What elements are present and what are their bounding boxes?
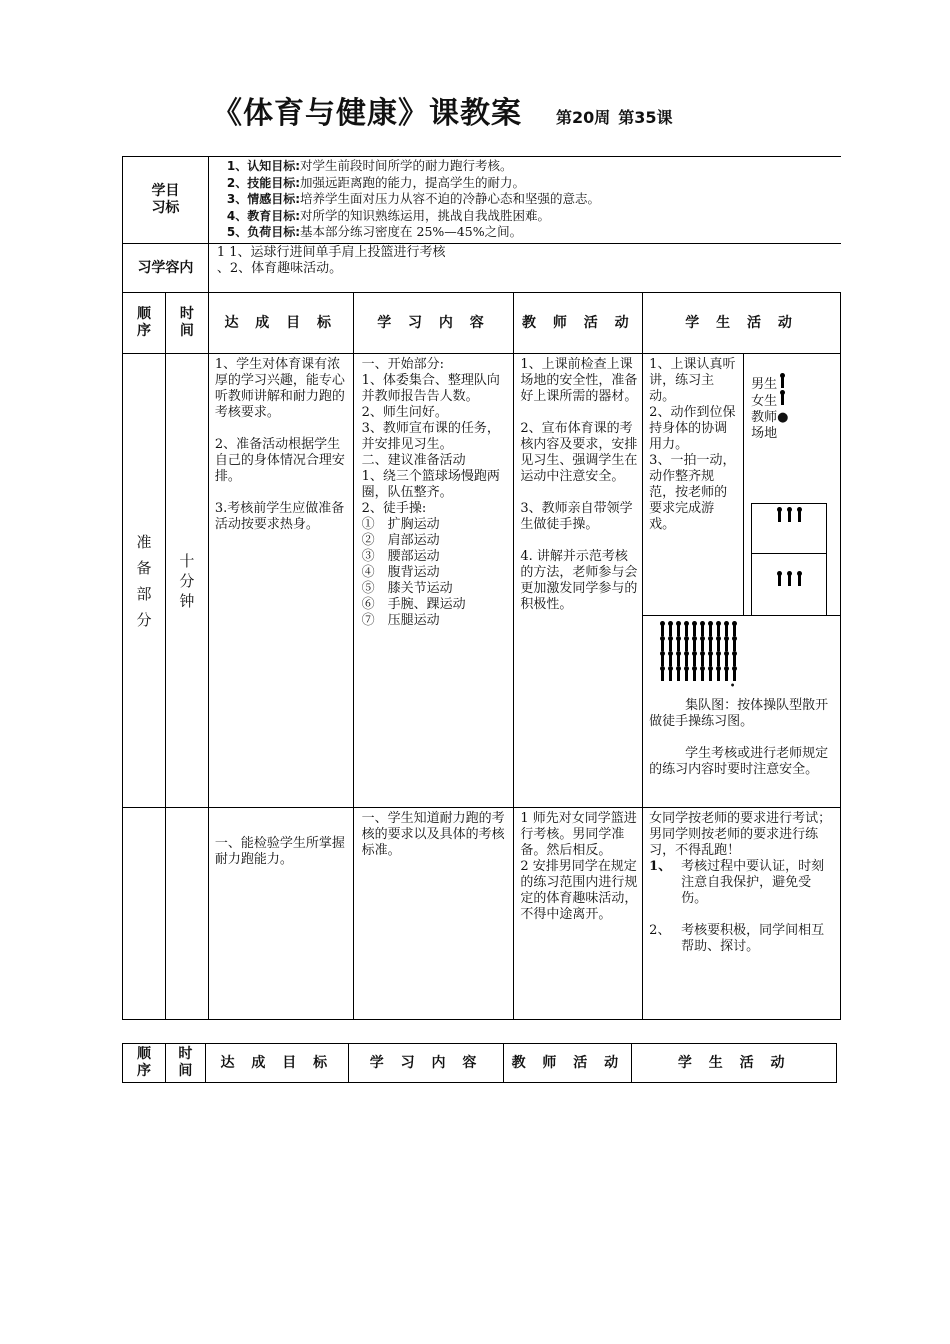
main-student-item: 考核过程中要认证，时刻注意自我保护，避免受伤。 — [681, 859, 825, 906]
main-study: 一、学生知道耐力跑的考核的要求以及具体的考核标准。 — [353, 808, 514, 1020]
content-label: 习学容内 — [123, 244, 209, 293]
prep-study-line: 2、徒手操: — [361, 501, 427, 516]
prep-teacher-item: 3、教师亲自带领学生做徒手操。 — [520, 501, 633, 532]
col-goal: 达 成 目 标 — [205, 1044, 348, 1083]
student-figure-icon — [778, 510, 781, 522]
prep-study-line: 1、绕三个篮球场慢跑两圈，队伍整齐。 — [361, 469, 500, 500]
main-teacher — [514, 808, 643, 1020]
prep-teacher-item: 2、宣布体育课的考核内容及要求，安排见习生、强调学生在运动中注意安全。 — [520, 421, 638, 484]
prep-student-item: 1、上课认真听讲，练习主动。 — [649, 357, 736, 404]
prep-study-line: 二、建议准备活动 — [361, 453, 466, 468]
lesson-plan-title — [212, 88, 772, 134]
female-figure-icon — [781, 393, 784, 405]
prep-study-line: ④ 腹背运动 — [361, 565, 440, 580]
prep-teacher — [514, 354, 643, 808]
prep-teacher-item: 1、上课前检查上课场地的安全性，准备好上课所需的器材。 — [520, 357, 638, 404]
col-study: 学 习 内 容 — [353, 293, 514, 354]
objective-item: 1、认知目标:对学生前段时间所学的耐力跑行考核。 — [226, 158, 513, 173]
student-figure-icon — [788, 510, 791, 522]
continued-header-table — [122, 1043, 837, 1083]
lesson-label: 第35课 — [618, 108, 673, 127]
legend-field: 场地 — [751, 426, 778, 441]
prep-student-item: 2、动作到位保持身体的协调用力。 — [649, 405, 736, 452]
main-row — [123, 808, 841, 1020]
prep-section-label: 准 备 部 分 — [123, 354, 166, 808]
prep-time: 十 分 钟 — [165, 354, 208, 808]
main-goal: 一、能检验学生所掌握耐力跑能力。 — [208, 808, 353, 1020]
content-line: 1 1、运球行进间单手肩上投篮进行考核 — [216, 245, 446, 260]
objective-item: 2、技能目标:加强远距离跑的能力，提高学生的耐力。 — [226, 174, 526, 190]
col-time: 时 间 — [165, 293, 208, 354]
col-time: 时 间 — [165, 1044, 205, 1083]
formation-caption: 集队图：按体操队型散开做徒手操练习图。 — [649, 698, 829, 729]
col-student: 学 生 活 动 — [643, 293, 841, 354]
field-diagram — [751, 503, 827, 615]
col-study: 学 习 内 容 — [348, 1044, 504, 1083]
objectives-label: 学目 习标 — [123, 157, 209, 244]
prep-study-line: 2、师生问好。 — [361, 405, 448, 420]
student-figure-icon — [798, 574, 801, 586]
main-student-num: 1、 — [649, 859, 672, 874]
main-section-label — [123, 808, 166, 1020]
legend-teacher: 教师● — [751, 410, 789, 425]
prep-study — [353, 354, 514, 808]
formation-note: 学生考核或进行老师规定的练习内容时要时注意安全。 — [649, 746, 829, 777]
content-list — [208, 244, 841, 293]
student-figure-icon — [788, 574, 791, 586]
lesson-table — [122, 292, 841, 1020]
main-student-item: 考核要积极，同学间相互帮助、探讨。 — [681, 923, 825, 954]
main-time — [165, 808, 208, 1020]
prep-study-line: ① 扩胸运动 — [361, 517, 440, 532]
col-teacher: 教 师 活 动 — [504, 1044, 632, 1083]
objective-item: 3、情感目标:培养学生面对压力从容不迫的冷静心态和坚强的意志。 — [226, 191, 601, 206]
main-student — [643, 808, 841, 1020]
objective-item: 5、负荷目标:基本部分练习密度在 25%—45%之间。 — [226, 224, 523, 239]
teacher-dot-icon: • — [729, 681, 736, 692]
prep-student — [643, 354, 841, 808]
col-order: 顺 序 — [123, 293, 166, 354]
prep-study-line: ② 肩部运动 — [361, 533, 440, 548]
col-order: 顺 序 — [123, 1044, 166, 1083]
week-label: 第20周 — [556, 108, 611, 127]
header-row — [123, 293, 841, 354]
objectives-list — [208, 157, 841, 244]
objective-item: 4、教育目标:对所学的知识熟练运用，挑战自我战胜困难。 — [226, 207, 551, 223]
student-figure-icon — [798, 510, 801, 522]
col-student: 学 生 活 动 — [632, 1044, 837, 1083]
student-figure-icon — [778, 574, 781, 586]
formation-diagram — [643, 616, 840, 692]
legend-male: 男生 — [751, 377, 778, 392]
prep-goal-item: 3.考核前学生应做准备活动按要求热身。 — [214, 501, 345, 532]
prep-study-line: 1、体委集合、整理队向并教师报告告人数。 — [361, 373, 500, 404]
prep-study-line: ③ 腰部运动 — [361, 549, 440, 564]
prep-study-line: ⑦ 压腿运动 — [361, 613, 440, 628]
prep-study-line: ⑤ 膝关节运动 — [361, 581, 453, 596]
prep-study-line: 3、教师宣布课的任务，并安排见习生。 — [361, 421, 500, 452]
prep-study-line: 一、开始部分: — [361, 357, 445, 372]
prep-study-line: ⑥ 手腕、踝运动 — [361, 597, 466, 612]
prep-goals — [208, 354, 353, 808]
prep-teacher-item: 4. 讲解并示范考核的方法，老师参与会更加激发同学参与的积极性。 — [520, 549, 638, 612]
formation-legend — [751, 376, 788, 442]
main-student-intro: 女同学按老师的要求进行考试；男同学则按老师的要求进行练习，不得乱跑！ — [649, 811, 832, 858]
prep-goal-item: 2、准备活动根据学生自己的身体情况合理安排。 — [214, 437, 345, 484]
prep-row — [123, 354, 841, 808]
objectives-table — [122, 156, 841, 293]
col-goal: 达 成 目 标 — [208, 293, 353, 354]
prep-goal-item: 1、学生对体育课有浓厚的学习兴趣，能专心听教师讲解和耐力跑的考核要求。 — [214, 357, 345, 420]
title-main: 《体育与健康》课教案 — [212, 96, 522, 131]
prep-student-list — [649, 357, 737, 533]
legend-female: 女生 — [751, 394, 778, 409]
prep-student-item: 3、一拍一动，动作整齐规范，按老师的要求完成游戏。 — [649, 453, 736, 532]
main-teacher-item: 1 师先对女同学篮进行考核。男同学准备。然后相反。 — [520, 811, 637, 858]
col-teacher: 教 师 活 动 — [514, 293, 643, 354]
content-line: 、2、体育趣味活动。 — [216, 261, 343, 276]
main-student-num: 2、 — [649, 923, 671, 938]
male-figure-icon — [781, 376, 784, 388]
main-teacher-item: 2 安排男同学在规定的练习范围内进行规定的体育趣味活动，不得中途离开。 — [520, 859, 638, 922]
